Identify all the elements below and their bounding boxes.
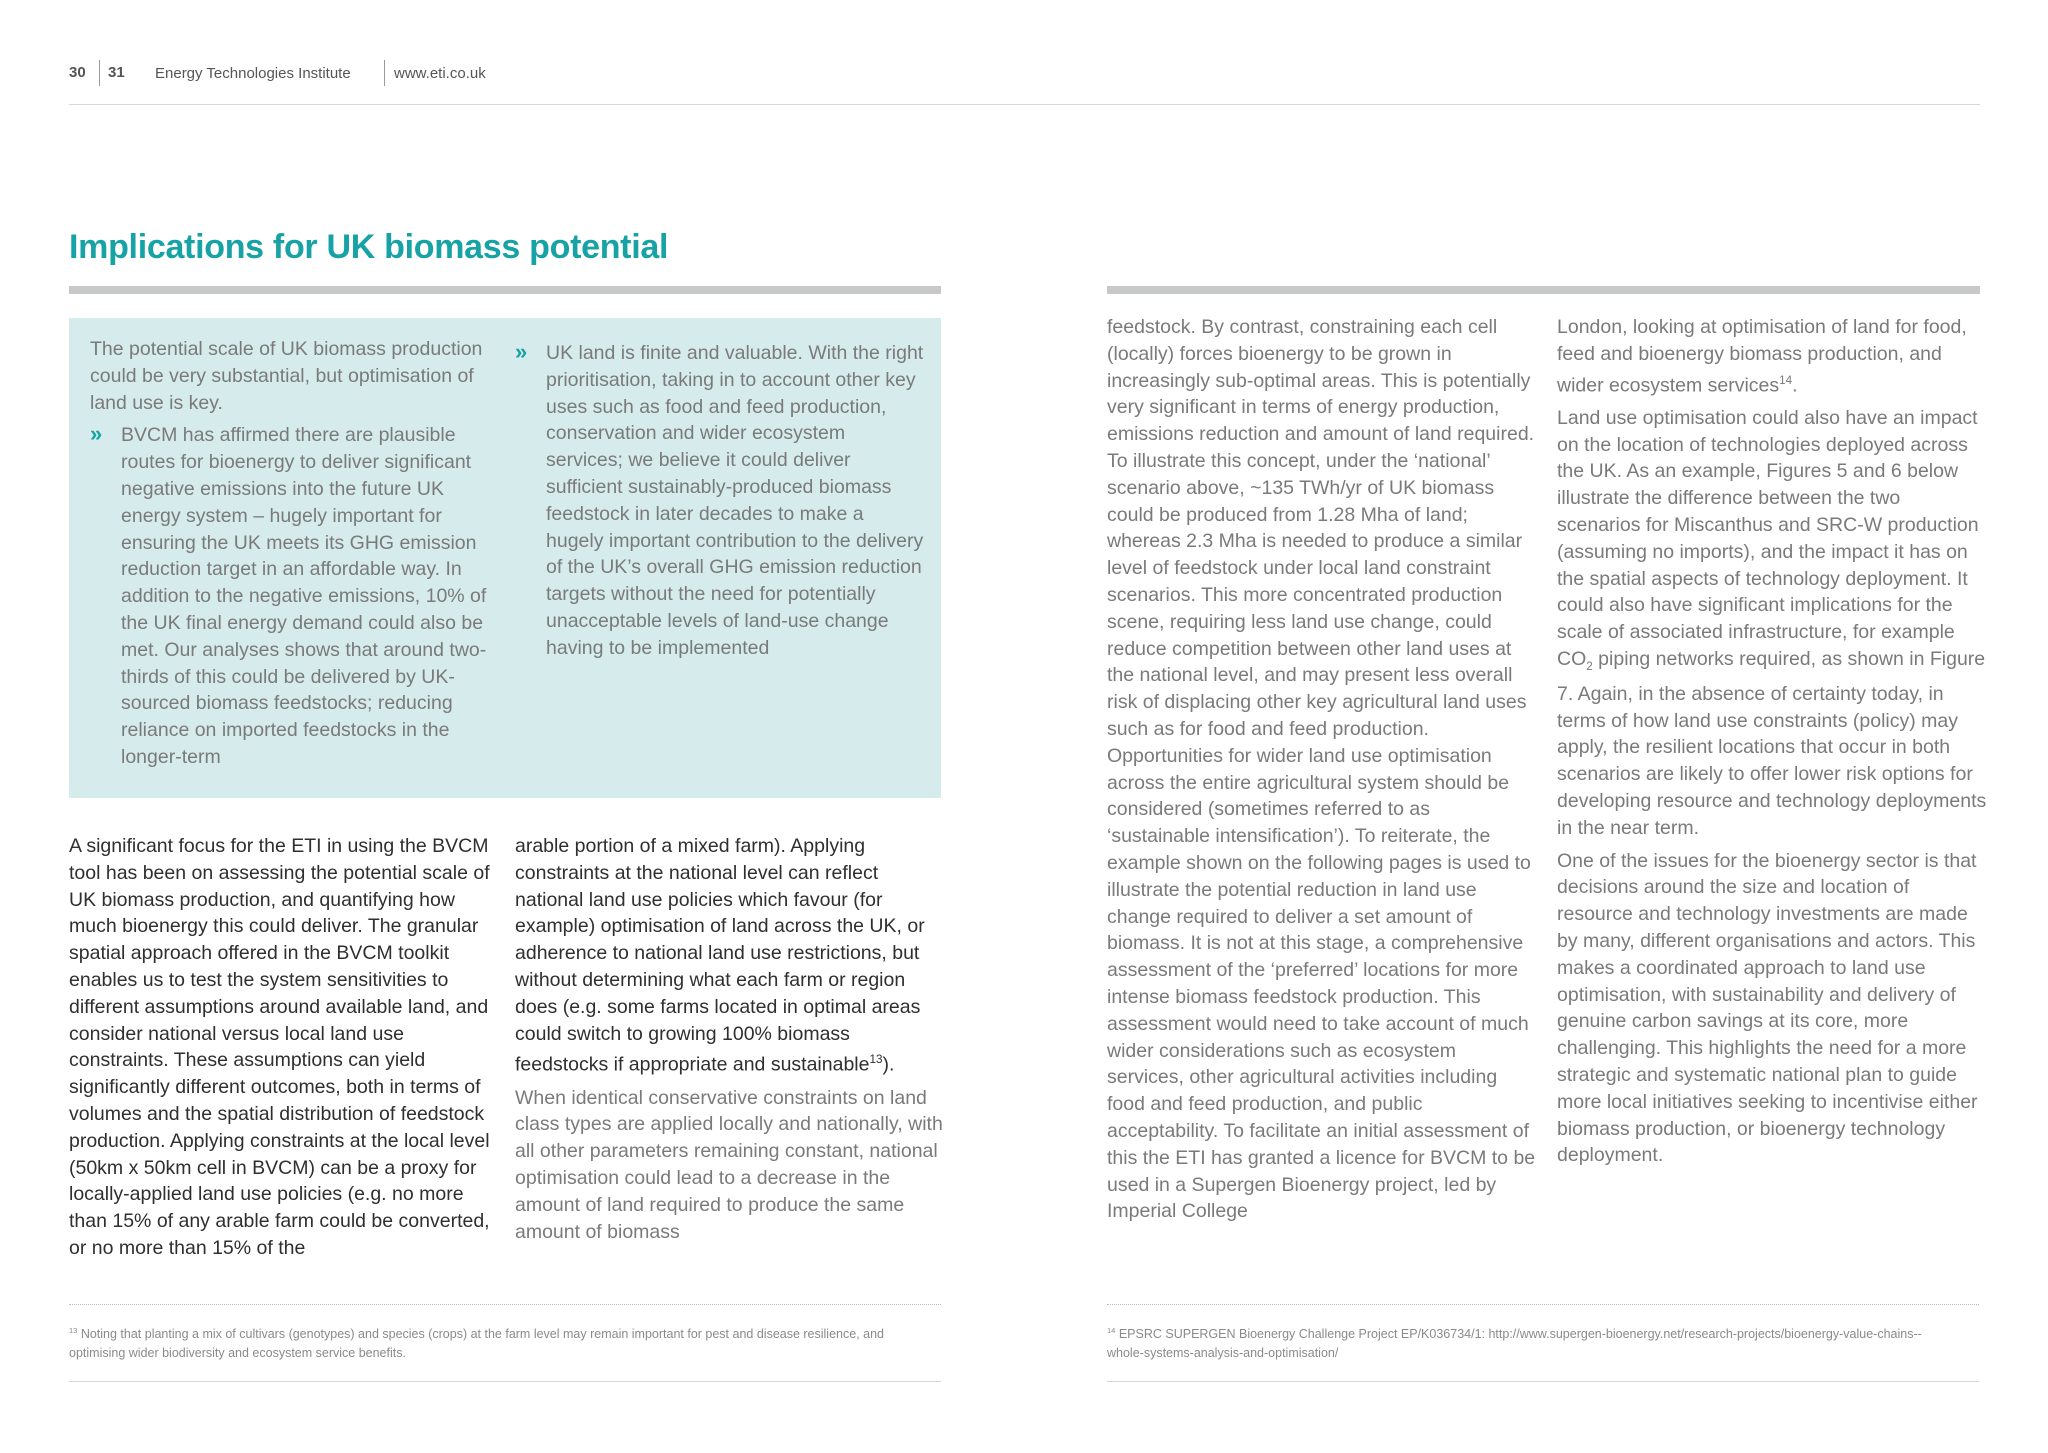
footnote-13 bbox=[69, 1321, 919, 1363]
footer-rule-left bbox=[69, 1381, 941, 1382]
bullet-text: UK land is finite and valuable. With the right prioritisation, taking in to account other key uses such as food and feed production, conservation and wider ecosystem services; we believe it could deliver sufficient sustainably-produced biomass feedstock in later decades to make a hugely important contribution to the delivery of the UK’s overall GHG emission reduction targets without the need for potentially unacceptable levels of land-use change having to be implemented bbox=[546, 342, 924, 659]
body-column-4 bbox=[1557, 314, 1987, 1175]
footnote-ref: 14 bbox=[1779, 373, 1793, 387]
footnote-ref: 13 bbox=[869, 1053, 883, 1067]
list-item bbox=[90, 422, 490, 770]
footnote-14 bbox=[1107, 1321, 1957, 1363]
paragraph bbox=[1557, 405, 1987, 842]
header-divider bbox=[99, 60, 100, 86]
page-number-left: 30 bbox=[69, 64, 86, 81]
footer-rule-right bbox=[1107, 1381, 1979, 1382]
chevron-bullet-icon: » bbox=[515, 339, 528, 364]
org-name: Energy Technologies Institute bbox=[155, 65, 351, 82]
paragraph-text-end: . bbox=[1792, 374, 1798, 397]
paragraph: A significant focus for the ETI in using the BVCM tool has been on assessing the potential scale of UK biomass production, and quantifying how much bioenergy this could deliver. The granular spatial approach offered in the BVCM toolkit enables us to test the system sensitivities to different assumptions around available land, and consider national versus local land use constraints. These assumptions can yield significantly different outcomes, both in terms of volumes and the spatial distribution of feedstock production. Applying constraints at the local level (50km x 50km cell in BVCM) can be a proxy for locally-applied land use policies (e.g. no more than 15% of any arable farm could be converted, or no more than 15% of the bbox=[69, 835, 490, 1259]
paragraph bbox=[1557, 314, 1987, 399]
subscript: 2 bbox=[1586, 659, 1593, 673]
page-number-right: 31 bbox=[108, 64, 125, 81]
paragraph-text: Land use optimisation could also have an impact on the location of technologies deployed across the UK. As an example, Figures 5 and 6 below illustrate the difference between the two scenarios for Miscanthus and SRC-W production (assuming no imports), and the impact it has on the spatial aspects of technology deployment. It could also have significant implications for the scale of associated infrastructure, for example CO bbox=[1557, 406, 1979, 671]
paragraph: When identical conservative constraints on land class types are applied locally and nationally, with all other parameters remaining constant, national optimisation could lead to a decrease in the amount of land required to produce the same amount of biomass bbox=[515, 1086, 943, 1243]
header-divider bbox=[384, 60, 385, 86]
page-header bbox=[69, 56, 1980, 105]
bullet-text: BVCM has affirmed there are plausible routes for bioenergy to deliver significant negative emissions into the future UK energy system – hugely important for ensuring the UK meets its GHG emission reduction target in an affordable way. In addition to the negative emissions, 10% of the UK final energy demand could also be met. Our analyses shows that around two-thirds of this could be delivered by UK-sourced biomass feedstocks; reducing reliance on imported feedstocks in the longer-term bbox=[121, 424, 487, 768]
section-title: Implications for UK biomass potential bbox=[69, 228, 669, 266]
title-rule-right bbox=[1107, 286, 1980, 294]
paragraph-text-end: piping networks required, as shown in Figure 7. Again, in the absence of certainty today, in terms of how land use constraints (policy) may apply, the resilient locations that occur in both scenarios are likely to offer lower risk options for developing resource and technology deployments in the near term. bbox=[1557, 648, 1987, 839]
paragraph-text: arable portion of a mixed farm). Applying constraints at the national level can reflect national land use policies which favour (for example) optimisation of land across the UK, or adherence to national land use restrictions, but without determining what each farm or region does (e.g. some farms located in optimal areas could switch to growing 100% biomass feedstocks if appropriate and sustainable bbox=[515, 835, 925, 1076]
title-rule-left bbox=[69, 286, 941, 294]
box-intro: The potential scale of UK biomass production could be very substantial, but optimisation of land use is key. bbox=[90, 338, 483, 414]
footnote-number: 13 bbox=[69, 1326, 78, 1335]
site-url: www.eti.co.uk bbox=[394, 65, 486, 82]
body-column-3 bbox=[1107, 314, 1537, 1231]
box-column-right bbox=[515, 340, 925, 662]
paragraph-text-end: ). bbox=[882, 1053, 895, 1076]
footnote-number: 14 bbox=[1107, 1326, 1116, 1335]
body-column-1 bbox=[69, 833, 499, 1268]
paragraph bbox=[515, 833, 945, 1079]
footnote-text: EPSRC SUPERGEN Bioenergy Challenge Project EP/K036734/1: http://www.supergen-bioenergy.net/research-projects/bioenergy-value-chains--whole-systems-analysis-and-optimisation/ bbox=[1107, 1327, 1922, 1361]
paragraph: One of the issues for the bioenergy sector is that decisions around the size and location of resource and technology investments are made by many, different organisations and actors. This makes a coordinated approach to land use optimisation, with sustainability and delivery of genuine carbon savings at its core, more challenging. This highlights the need for a more strategic and systematic national plan to guide more local initiatives seeking to incentivise either biomass production, or bioenergy technology deployment. bbox=[1557, 849, 1978, 1167]
key-findings-box bbox=[69, 318, 941, 798]
footnote-rule-right bbox=[1107, 1304, 1979, 1305]
footnote-text: Noting that planting a mix of cultivars (genotypes) and species (crops) at the farm level may remain important for pest and disease resilience, and optimising wider biodiversity and ecosystem service benefits. bbox=[69, 1327, 884, 1361]
paragraph-text: London, looking at optimisation of land for food, feed and bioenergy biomass production, and wider ecosystem services bbox=[1557, 316, 1967, 397]
box-column-left bbox=[90, 336, 490, 771]
body-column-2 bbox=[515, 833, 945, 1251]
chevron-bullet-icon: » bbox=[90, 421, 103, 447]
footnote-rule-left bbox=[69, 1304, 941, 1305]
list-item bbox=[515, 340, 925, 662]
paragraph: feedstock. By contrast, constraining each cell (locally) forces bioenergy to be grown in increasingly sub-optimal areas. This is potentially very significant in terms of energy production, emissions reduction and amount of land required. To illustrate this concept, under the ‘national’ scenario above, ~135 TWh/yr of UK biomass could be produced from 1.28 Mha of land; whereas 2.3 Mha is needed to produce a similar level of feedstock under local land constraint scenarios. This more concentrated production scene, requiring less land use change, could reduce competition between other land uses at the national level, and may present less overall risk of displacing other key agricultural land uses such as for food and feed production. Opportunities for wider land use optimisation across the entire agricultural system should be considered (sometimes referred to as ‘sustainable intensification’). To reiterate, the example shown on the following pages is used to illustrate the potential reduction in land use change required to deliver a set amount of biomass. It is not at this stage, a comprehensive assessment of the ‘preferred’ locations for more intense biomass feedstock production. This assessment would need to take account of much wider considerations such as ecosystem services, other agricultural activities including food and feed production, and public acceptability. To facilitate an initial assessment of this the ETI has granted a licence for BVCM to be used in a Supergen Bioenergy project, led by Imperial College bbox=[1107, 316, 1536, 1223]
